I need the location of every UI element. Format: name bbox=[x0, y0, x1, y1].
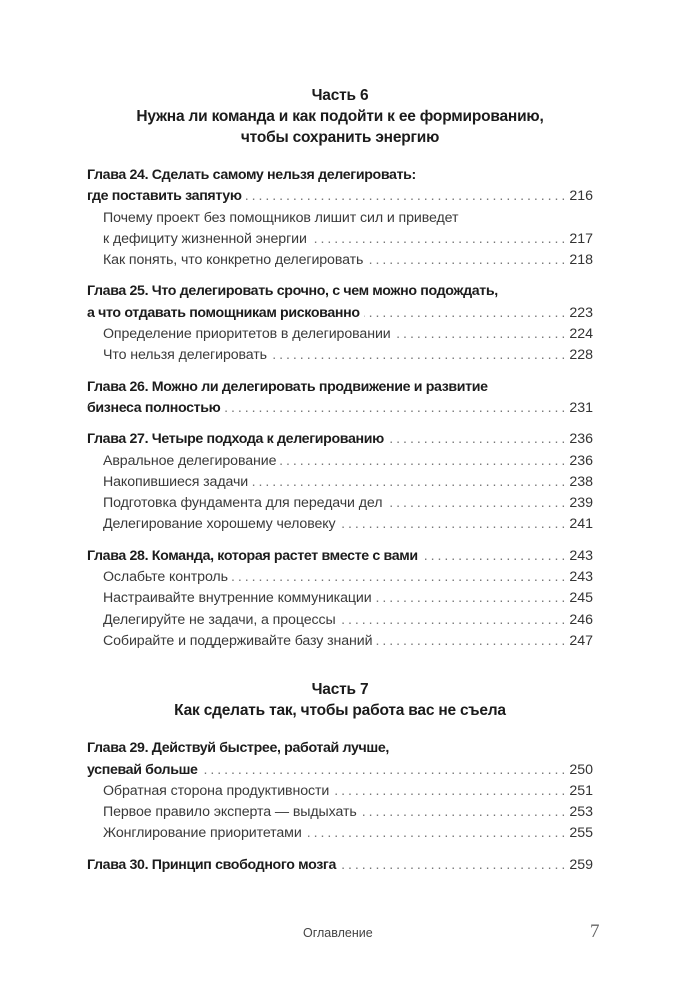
section-title[interactable]: Собирайте и поддерживайте базу знаний bbox=[103, 632, 373, 649]
chapter-entry[interactable] bbox=[87, 546, 593, 567]
page-number[interactable]: 231 bbox=[569, 399, 593, 416]
page-number[interactable]: 243 bbox=[569, 569, 593, 586]
section-entry[interactable] bbox=[87, 781, 593, 802]
section-title[interactable]: Делегируйте не задачи, а процессы bbox=[103, 611, 336, 628]
chapter-title-line[interactable]: Глава 26. Можно ли делегировать продвижение и развитие bbox=[87, 378, 488, 395]
page-number[interactable]: 255 bbox=[569, 825, 593, 842]
section-title[interactable]: Жонглирование приоритетами bbox=[103, 825, 302, 842]
section-title[interactable]: Накопившиеся задачи bbox=[103, 473, 249, 490]
running-footer-title: Оглавление bbox=[303, 926, 373, 940]
dot-leader bbox=[376, 631, 565, 652]
dot-leader bbox=[386, 493, 565, 514]
section-entry[interactable] bbox=[87, 514, 593, 535]
part-heading bbox=[87, 679, 593, 721]
section-title[interactable]: Что нельзя делегировать bbox=[103, 347, 267, 364]
dot-leader bbox=[224, 398, 565, 419]
dot-leader bbox=[422, 546, 566, 567]
toc-chapter bbox=[87, 738, 593, 844]
section-entry[interactable] bbox=[87, 229, 593, 250]
section-entry[interactable] bbox=[87, 567, 593, 588]
chapter-entry[interactable] bbox=[87, 760, 593, 781]
page-number[interactable]: 245 bbox=[569, 590, 593, 607]
page-number[interactable]: 236 bbox=[569, 431, 593, 448]
chapter-title[interactable]: Глава 28. Команда, которая растет вместе с вами bbox=[87, 547, 418, 564]
page-number[interactable]: 238 bbox=[569, 473, 593, 490]
dot-leader bbox=[280, 451, 565, 472]
section-entry[interactable] bbox=[87, 250, 593, 271]
section-title[interactable]: Как понять, что конкретно делегировать bbox=[103, 252, 364, 269]
toc-chapter bbox=[87, 281, 593, 366]
chapter-title[interactable]: бизнеса полностью bbox=[87, 399, 221, 416]
toc-chapter bbox=[87, 855, 593, 876]
chapter-title-line[interactable]: Глава 29. Действуй быстрее, работай лучше, bbox=[87, 740, 390, 757]
page-number[interactable]: 246 bbox=[569, 611, 593, 628]
dot-leader bbox=[376, 588, 566, 609]
page-number[interactable]: 247 bbox=[569, 632, 593, 649]
page-number[interactable]: 253 bbox=[569, 804, 593, 821]
page-number[interactable]: 236 bbox=[569, 452, 593, 469]
page-number[interactable]: 243 bbox=[569, 547, 593, 564]
dot-leader bbox=[246, 186, 566, 207]
section-title[interactable]: Ослабьте контроль bbox=[103, 569, 228, 586]
section-entry[interactable] bbox=[87, 472, 593, 493]
page-number[interactable]: 259 bbox=[569, 856, 593, 873]
dot-leader bbox=[306, 823, 566, 844]
section-title[interactable]: Обратная сторона продуктивности bbox=[103, 782, 330, 799]
section-title[interactable]: Авральное делегирование bbox=[103, 452, 277, 469]
section-entry[interactable] bbox=[87, 802, 593, 823]
chapter-entry[interactable] bbox=[87, 398, 593, 419]
section-title[interactable]: Делегирование хорошему человеку bbox=[103, 516, 336, 533]
section-title[interactable]: к дефициту жизненной энергии bbox=[103, 230, 307, 247]
dot-leader bbox=[232, 567, 565, 588]
dot-leader bbox=[271, 345, 565, 366]
page-number[interactable]: 250 bbox=[569, 761, 593, 778]
chapter-entry[interactable] bbox=[87, 303, 593, 324]
page-number[interactable]: 217 bbox=[569, 230, 593, 247]
dot-leader bbox=[395, 324, 566, 345]
dot-leader bbox=[367, 250, 565, 271]
section-title[interactable]: Настраивайте внутренние коммуникации bbox=[103, 590, 372, 607]
dot-leader bbox=[340, 514, 566, 535]
section-title-line[interactable]: Почему проект без помощников лишит сил и приведет bbox=[103, 209, 459, 226]
toc-chapter bbox=[87, 165, 593, 271]
part-number: Часть 7 bbox=[311, 681, 369, 699]
section-entry[interactable] bbox=[87, 324, 593, 345]
dot-leader bbox=[340, 610, 566, 631]
chapter-title[interactable]: Глава 27. Четыре подхода к делегированию bbox=[87, 431, 384, 448]
section-entry[interactable] bbox=[87, 631, 593, 652]
dot-leader bbox=[202, 760, 566, 781]
dot-leader bbox=[311, 229, 566, 250]
chapter-title[interactable]: Глава 30. Принцип свободного мозга bbox=[87, 856, 337, 873]
page-number[interactable]: 251 bbox=[569, 782, 593, 799]
section-title[interactable]: Определение приоритетов в делегировании bbox=[103, 326, 391, 343]
folio-page-number: 7 bbox=[590, 921, 600, 942]
part-heading bbox=[87, 85, 593, 148]
toc-chapter bbox=[87, 429, 593, 535]
page-number[interactable]: 216 bbox=[569, 188, 593, 205]
section-entry[interactable] bbox=[87, 823, 593, 844]
section-entry[interactable] bbox=[87, 451, 593, 472]
chapter-title[interactable]: успевай больше bbox=[87, 761, 198, 778]
toc-chapter bbox=[87, 377, 593, 420]
part-number: Часть 6 bbox=[311, 87, 369, 104]
dot-leader bbox=[333, 781, 565, 802]
page-number[interactable]: 228 bbox=[569, 347, 593, 364]
page-number[interactable]: 239 bbox=[569, 495, 593, 512]
dot-leader bbox=[252, 472, 565, 493]
chapter-title[interactable]: где поставить запятую bbox=[87, 188, 242, 205]
section-entry[interactable] bbox=[87, 345, 593, 366]
dot-leader bbox=[340, 855, 565, 876]
chapter-title-line[interactable]: Глава 25. Что делегировать срочно, с чем можно подождать, bbox=[87, 283, 498, 300]
dot-leader bbox=[388, 429, 565, 450]
page-number[interactable]: 218 bbox=[569, 252, 593, 269]
part-title-line: Нужна ли команда и как подойти к ее формированию, bbox=[136, 108, 544, 125]
dot-leader bbox=[361, 802, 566, 823]
chapter-entry[interactable] bbox=[87, 855, 593, 876]
chapter-entry[interactable] bbox=[87, 429, 593, 450]
section-title[interactable]: Первое правило эксперта — выдыхать bbox=[103, 804, 357, 821]
section-title[interactable]: Подготовка фундамента для передачи дел bbox=[103, 495, 383, 512]
section-entry[interactable] bbox=[87, 588, 593, 609]
chapter-title[interactable]: а что отдавать помощникам рискованно bbox=[87, 304, 360, 321]
section-entry[interactable] bbox=[87, 610, 593, 631]
part-title-line: Как сделать так, чтобы работа вас не съела bbox=[174, 702, 506, 720]
page-number[interactable]: 223 bbox=[569, 304, 593, 321]
page-number[interactable]: 224 bbox=[569, 326, 593, 343]
page-number[interactable]: 241 bbox=[569, 516, 593, 533]
dot-leader bbox=[364, 303, 566, 324]
table-of-contents bbox=[87, 85, 593, 886]
chapter-title-line[interactable]: Глава 24. Сделать самому нельзя делегировать: bbox=[87, 167, 416, 183]
chapter-entry[interactable] bbox=[87, 186, 593, 207]
toc-chapter bbox=[87, 546, 593, 652]
section-entry[interactable] bbox=[87, 493, 593, 514]
part-title-line: чтобы сохранить энергию bbox=[240, 129, 440, 146]
